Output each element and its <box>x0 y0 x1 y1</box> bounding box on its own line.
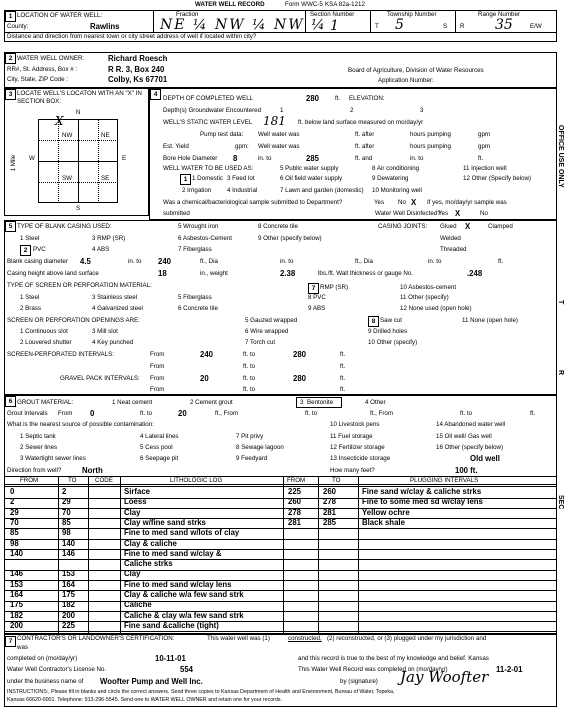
log-description: Loess <box>124 497 147 507</box>
log-description: Fine to med sand w/lots of clay <box>124 528 240 538</box>
log-description: Clay & caliche w/a few sand strk <box>124 590 244 599</box>
plug-cell: 278 <box>323 497 337 507</box>
joint-glued-mark: X <box>465 222 471 231</box>
plug-row-line <box>283 590 557 591</box>
log-cell: 175 <box>10 600 24 610</box>
static-level: 181 <box>263 114 286 128</box>
log-description: Clay <box>124 569 141 579</box>
contamination-other: Old well <box>470 454 500 463</box>
ksa-number: KSA 82a-1212 <box>325 1 365 8</box>
license-number: 554 <box>180 665 194 674</box>
plug-row-line <box>283 498 557 499</box>
bore-diameter: 8 <box>233 154 238 163</box>
form-title: WATER WELL RECORD <box>195 1 265 8</box>
county-value: Rawlins <box>90 22 120 31</box>
owner-name: Richard Roesch <box>108 54 168 63</box>
log-cell: 200 <box>62 610 76 620</box>
plug-description: Fine to some med sd w/clay lens <box>362 497 483 507</box>
log-cell: 2 <box>10 497 15 507</box>
gravel-from: 20 <box>200 374 209 383</box>
plug-row-line <box>283 549 557 550</box>
plug-description: Black shale <box>362 517 405 527</box>
log-cell: 0 <box>10 487 15 496</box>
completed-depth: 280 <box>306 94 320 103</box>
screen-to: 280 <box>293 350 307 359</box>
casing-selected[interactable]: 2 <box>20 245 31 256</box>
casing-height: 18 <box>158 269 167 278</box>
owner-address: R R. 3, Box 240 <box>108 65 165 74</box>
log-description: Clay <box>124 507 141 517</box>
fraction-value: NE ¼ NW ¼ NW ¼ <box>160 17 327 33</box>
log-description: Fine sand &caliche (tight) <box>124 620 219 630</box>
county-label: County: <box>7 23 29 30</box>
range-value: 35 <box>495 17 513 33</box>
log-cell: 153 <box>62 569 76 579</box>
plug-cell: 285 <box>323 517 337 527</box>
range-ew: E/W <box>530 23 542 30</box>
wall-gauge: .248 <box>467 269 483 278</box>
plug-row-line <box>283 528 557 529</box>
log-description: Clay w/fine sand strks <box>124 517 206 527</box>
plug-row-line <box>283 539 557 540</box>
plug-row-line <box>283 508 557 509</box>
signature: Jay Woofter <box>400 668 489 686</box>
plug-row-line <box>283 621 557 622</box>
log-description: Caliche & clay w/a few sand strk <box>124 610 244 620</box>
business-name: Woofter Pump and Well Inc. <box>100 677 203 686</box>
plug-cell: 281 <box>323 507 337 517</box>
log-description: Caliche strks <box>124 559 173 569</box>
log-cell: 146 <box>10 569 24 579</box>
log-cell: 175 <box>62 590 76 599</box>
log-cell: 164 <box>10 590 24 599</box>
casing-diameter: 4.5 <box>80 257 91 266</box>
log-cell: 225 <box>62 620 76 630</box>
plug-row-line <box>283 559 557 560</box>
township-label: Township Number <box>387 11 437 18</box>
log-cell: 85 <box>10 528 19 538</box>
plug-row-line <box>283 611 557 612</box>
plug-cell: 260 <box>323 487 337 496</box>
plug-cell: 281 <box>288 517 302 527</box>
screen-from: 240 <box>200 350 214 359</box>
log-cell: 182 <box>10 610 24 620</box>
location-label: LOCATION OF WATER WELL: <box>17 12 103 19</box>
log-cell: 85 <box>62 517 71 527</box>
plug-description: Fine sand w/clay & caliche strks <box>362 487 482 496</box>
grout-from: 0 <box>90 409 95 418</box>
completion-date: 10-11-01 <box>155 654 186 663</box>
plug-row-line <box>283 570 557 571</box>
owner-city: Colby, Ks 67701 <box>108 75 168 84</box>
log-cell: 29 <box>10 507 19 517</box>
plug-description: Yellow ochre <box>362 507 410 517</box>
opening-selected[interactable]: 8 <box>368 316 379 327</box>
location-mark: X <box>55 114 64 128</box>
owner-label: WATER WELL OWNER: <box>17 55 85 62</box>
plug-cell: 260 <box>288 497 302 507</box>
form-number: Form WWC-5 <box>285 1 323 8</box>
contamination-distance: 100 ft. <box>455 466 478 475</box>
log-cell: 70 <box>62 507 71 517</box>
section-number-1: 1 <box>5 11 16 22</box>
log-description: Clay & caliche <box>124 538 177 548</box>
log-row-line <box>4 508 283 509</box>
log-cell: 2 <box>62 487 67 496</box>
log-cell: 98 <box>10 538 19 548</box>
log-cell: 200 <box>10 620 24 630</box>
log-description: Fine to med sand w/clay lens <box>124 579 232 589</box>
range-label: Range Number <box>478 11 520 18</box>
log-cell: 153 <box>10 579 24 589</box>
log-cell: 98 <box>62 528 71 538</box>
bore-depth: 285 <box>306 154 320 163</box>
casing-depth: 240 <box>158 257 172 266</box>
fraction-label: Fraction <box>176 11 199 18</box>
log-cell: 140 <box>10 548 24 558</box>
log-description: Caliche <box>124 600 152 610</box>
plug-cell: 278 <box>288 507 302 517</box>
screen-selected[interactable]: 7 <box>308 283 319 294</box>
log-cell: 146 <box>62 548 76 558</box>
contamination-direction: North <box>82 466 103 475</box>
township-value: 5 <box>395 17 404 33</box>
section-number-label: Section Number <box>310 11 355 18</box>
log-row-line <box>4 631 283 632</box>
plug-cell: 225 <box>288 487 302 496</box>
distance-label: Distance and direction from nearest town or city street address of well if located within city? <box>7 33 257 40</box>
record-date: 11-2-01 <box>496 665 523 674</box>
log-cell: 29 <box>62 497 71 507</box>
plug-row-line <box>283 580 557 581</box>
log-row-line <box>4 570 283 571</box>
section-number-value: 1 <box>330 18 339 34</box>
log-description: Fine to med sand w/clay & <box>124 548 222 558</box>
log-cell: 70 <box>10 517 19 527</box>
casing-weight: 2.38 <box>280 269 296 278</box>
use-selected[interactable]: 1 <box>180 174 191 185</box>
plug-row-line <box>283 601 557 602</box>
log-cell: 182 <box>62 600 76 610</box>
plug-row-line <box>283 518 557 519</box>
casing-section <box>4 220 557 395</box>
plug-row-line <box>283 631 557 632</box>
log-cell: 164 <box>62 579 76 589</box>
log-cell: 140 <box>62 538 76 548</box>
gravel-to: 280 <box>293 374 307 383</box>
grout-to: 20 <box>178 409 187 418</box>
log-description: Sirface <box>124 487 151 496</box>
